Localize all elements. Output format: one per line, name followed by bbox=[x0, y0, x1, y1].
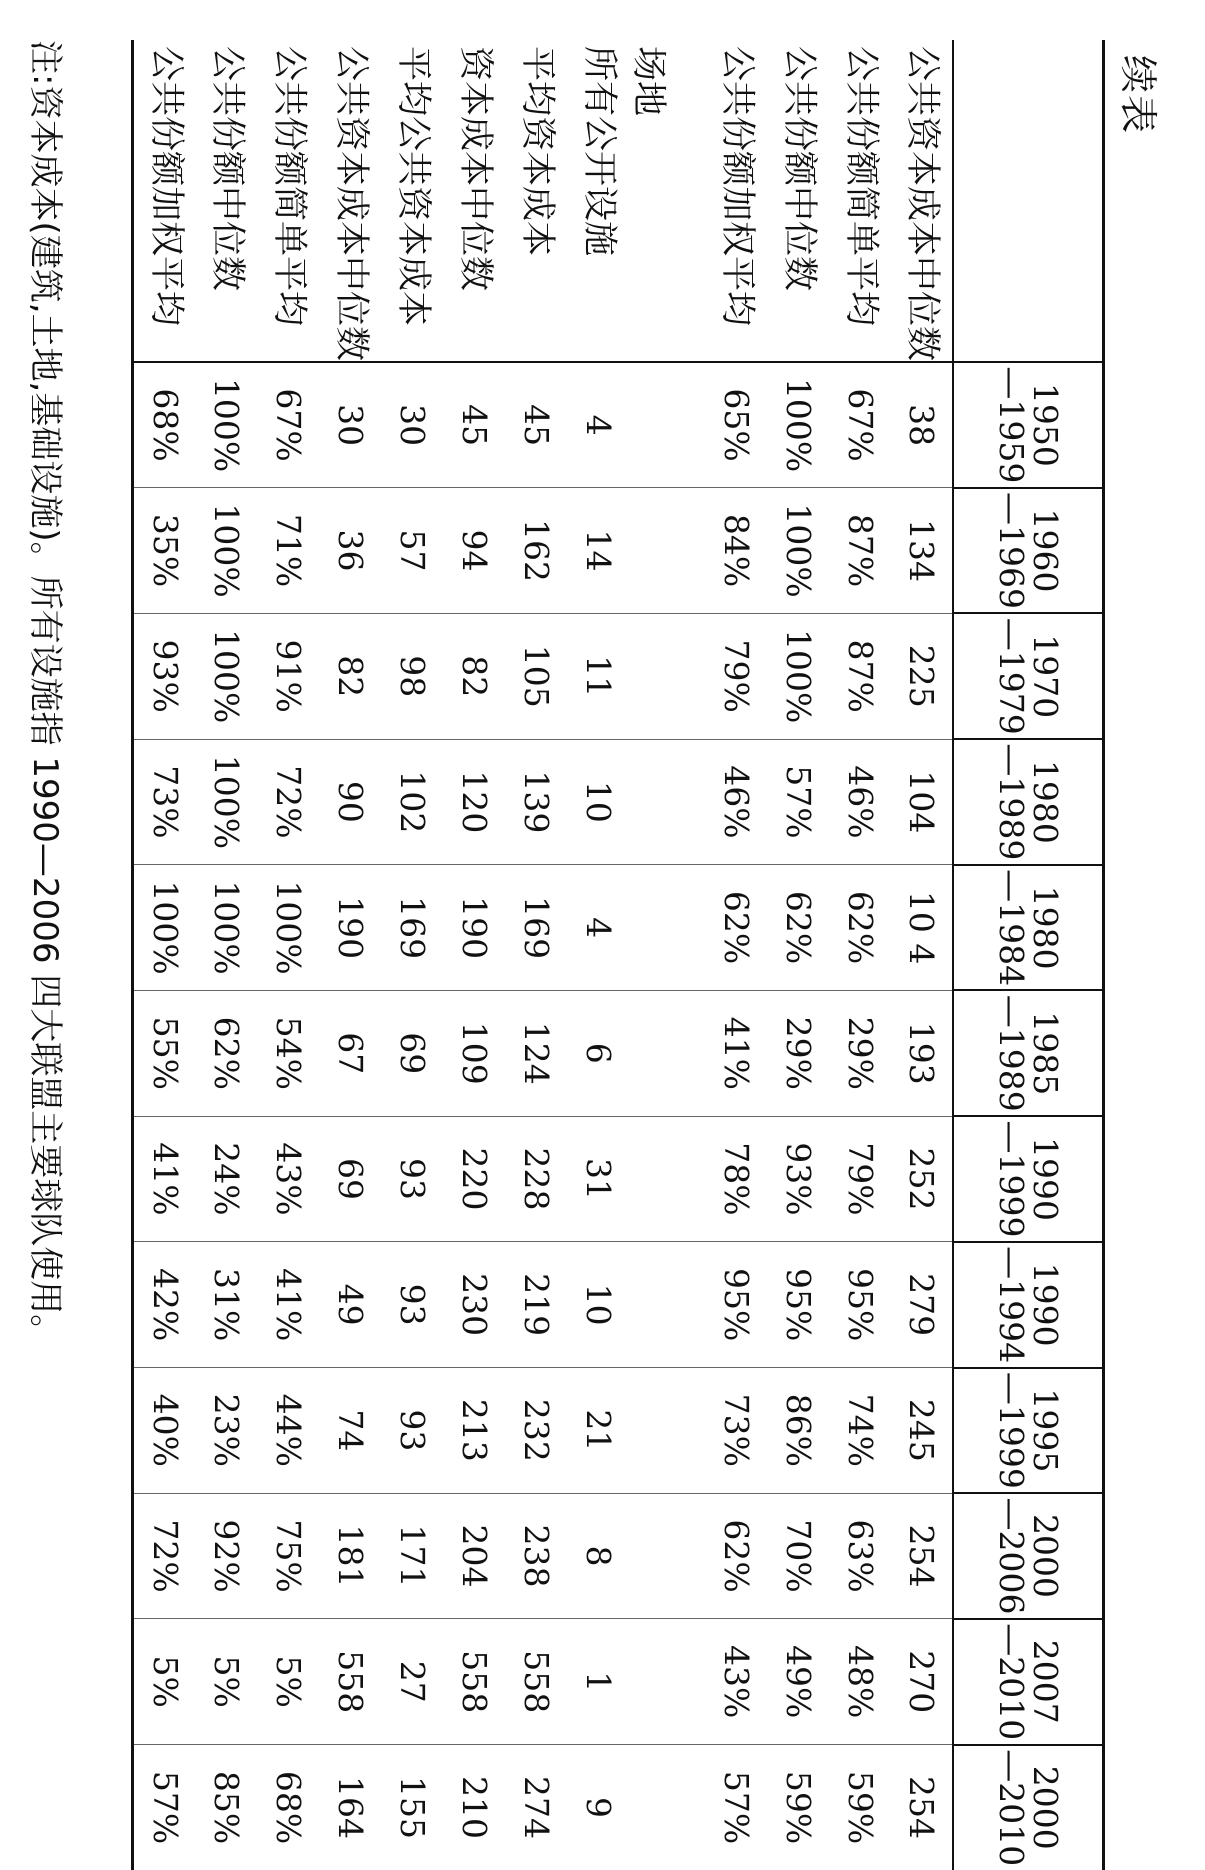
table-cell: 36 bbox=[319, 488, 381, 614]
row-label: 公共资本成本中位数 bbox=[330, 46, 371, 362]
table-cell: 62% bbox=[705, 865, 767, 991]
table-cell: 279 bbox=[891, 1242, 953, 1368]
table-row bbox=[319, 40, 381, 1870]
table-cell: 44% bbox=[257, 1368, 319, 1494]
table-cell bbox=[629, 613, 705, 739]
table-cell: 30 bbox=[381, 362, 443, 488]
table-cell bbox=[629, 990, 705, 1116]
period-end: —2010 bbox=[992, 1623, 1031, 1741]
table-cell: 100% bbox=[195, 362, 257, 488]
row-label: 公共份额简单平均 bbox=[840, 46, 881, 327]
table-cell: 171 bbox=[381, 1493, 443, 1619]
table-cell: 21 bbox=[567, 1368, 629, 1494]
table-cell: 48% bbox=[829, 1619, 891, 1745]
table-cell: 1 bbox=[567, 1619, 629, 1745]
period-header bbox=[953, 1116, 1104, 1242]
table-cell: 164 bbox=[330, 1776, 370, 1840]
table-cell: 95% bbox=[767, 1242, 829, 1368]
table-cell: 155 bbox=[392, 1776, 432, 1840]
period-header bbox=[953, 990, 1104, 1116]
period-start: 1990 bbox=[1025, 1262, 1065, 1347]
table-row bbox=[891, 40, 953, 1870]
table-cell: 87% bbox=[829, 613, 891, 739]
table-cell: 100% bbox=[195, 488, 257, 614]
table-row bbox=[195, 40, 257, 1870]
period-start: 1980 bbox=[1025, 885, 1065, 970]
period-start: 1970 bbox=[1025, 634, 1065, 719]
period-end: —1959 bbox=[992, 366, 1031, 484]
table-cell: 30 bbox=[319, 362, 381, 488]
table-cell: 27 bbox=[381, 1619, 443, 1745]
table-cell: 220 bbox=[443, 1116, 505, 1242]
row-label: 平均公共资本成本 bbox=[392, 46, 433, 327]
period-end: —1989 bbox=[992, 743, 1031, 861]
table-cell bbox=[629, 1745, 705, 1870]
period-start: 1990 bbox=[1025, 1136, 1065, 1221]
table-cell: 82 bbox=[443, 613, 505, 739]
table-cell: 70% bbox=[767, 1493, 829, 1619]
table-cell: 105 bbox=[505, 613, 567, 739]
table-cell: 230 bbox=[443, 1242, 505, 1368]
period-start: 1980 bbox=[1025, 759, 1065, 844]
table-cell: 213 bbox=[443, 1368, 505, 1494]
table-cell: 100% bbox=[767, 488, 829, 614]
table-cell: 169 bbox=[381, 865, 443, 991]
table-cell: 69 bbox=[319, 1116, 381, 1242]
table-cell: 100% bbox=[133, 865, 195, 991]
table-cell: 225 bbox=[891, 613, 953, 739]
table-cell: 5% bbox=[133, 1619, 195, 1745]
table-cell: 4 bbox=[567, 865, 629, 991]
table-cell: 8 bbox=[567, 1493, 629, 1619]
table-cell: 9 bbox=[578, 1797, 618, 1819]
table-cell: 69 bbox=[381, 990, 443, 1116]
table-cell: 62% bbox=[705, 1493, 767, 1619]
period-header bbox=[953, 1619, 1104, 1745]
table-cell bbox=[629, 1368, 705, 1494]
table-cell: 79% bbox=[829, 1116, 891, 1242]
section-label: 场地 bbox=[627, 46, 668, 117]
table-cell: 65% bbox=[705, 362, 767, 488]
table-cell: 72% bbox=[257, 739, 319, 865]
table-cell: 67% bbox=[829, 362, 891, 488]
table-cell: 84% bbox=[705, 488, 767, 614]
period-end: —1984 bbox=[992, 869, 1031, 987]
table-cell: 10 bbox=[567, 739, 629, 865]
table-row bbox=[829, 40, 891, 1870]
table-cell bbox=[629, 1493, 705, 1619]
period-header bbox=[953, 613, 1104, 739]
table-cell: 75% bbox=[257, 1493, 319, 1619]
period-start: 2000 bbox=[1025, 1514, 1065, 1599]
table-cell: 29% bbox=[829, 990, 891, 1116]
table-cell: 228 bbox=[505, 1116, 567, 1242]
table-cell: 46% bbox=[829, 739, 891, 865]
table-cell: 62% bbox=[195, 990, 257, 1116]
table-cell: 95% bbox=[829, 1242, 891, 1368]
table-cell: 100% bbox=[767, 362, 829, 488]
period-header bbox=[953, 865, 1104, 991]
table-body bbox=[133, 40, 953, 1870]
row-label: 公共份额简单平均 bbox=[268, 46, 309, 327]
table-cell: 6 bbox=[567, 990, 629, 1116]
table-cell: 10 4 bbox=[891, 865, 953, 991]
row-label: 资本成本中位数 bbox=[454, 46, 495, 292]
table-cell: 100% bbox=[195, 613, 257, 739]
table-cell: 210 bbox=[454, 1776, 494, 1840]
header-row bbox=[953, 40, 1104, 1870]
period-end: —2010 bbox=[992, 1749, 1031, 1867]
table-cell: 68% bbox=[268, 1770, 308, 1845]
table-cell: 62% bbox=[767, 865, 829, 991]
table-cell: 74 bbox=[319, 1368, 381, 1494]
table-cell: 102 bbox=[381, 739, 443, 865]
table-cell: 254 bbox=[891, 1493, 953, 1619]
period-header bbox=[953, 362, 1104, 488]
table-cell: 57% bbox=[767, 739, 829, 865]
table-cell: 31 bbox=[567, 1116, 629, 1242]
table-cell: 139 bbox=[505, 739, 567, 865]
table-row bbox=[567, 40, 629, 1870]
table-cell: 23% bbox=[195, 1368, 257, 1494]
table-cell: 41% bbox=[257, 1242, 319, 1368]
table-row bbox=[257, 40, 319, 1870]
period-end: —2006 bbox=[992, 1497, 1031, 1615]
period-header bbox=[953, 739, 1104, 865]
table-row bbox=[767, 40, 829, 1870]
table-cell: 82 bbox=[319, 613, 381, 739]
data-table bbox=[132, 40, 1106, 1870]
table-cell: 181 bbox=[319, 1493, 381, 1619]
table-cell: 124 bbox=[505, 990, 567, 1116]
row-label: 公共份额加权平均 bbox=[145, 46, 186, 327]
table-cell: 245 bbox=[891, 1368, 953, 1494]
table-cell: 54% bbox=[257, 990, 319, 1116]
period-start: 1950 bbox=[1025, 382, 1065, 467]
table-cell: 193 bbox=[891, 990, 953, 1116]
table-cell: 55% bbox=[133, 990, 195, 1116]
table-cell: 59% bbox=[778, 1770, 818, 1845]
table-cell: 270 bbox=[891, 1619, 953, 1745]
table-cell: 120 bbox=[443, 739, 505, 865]
table-cell: 100% bbox=[195, 865, 257, 991]
row-label: 所有公开设施 bbox=[578, 46, 619, 257]
table-cell: 190 bbox=[443, 865, 505, 991]
table-cell: 86% bbox=[767, 1368, 829, 1494]
table-cell: 254 bbox=[902, 1776, 942, 1840]
table-cell: 90 bbox=[319, 739, 381, 865]
table-cell: 5% bbox=[257, 1619, 319, 1745]
table-cell: 134 bbox=[891, 488, 953, 614]
table-cell: 24% bbox=[195, 1116, 257, 1242]
table-cell: 93 bbox=[381, 1242, 443, 1368]
table-cell: 29% bbox=[767, 990, 829, 1116]
period-header bbox=[953, 1493, 1104, 1619]
table-cell: 87% bbox=[829, 488, 891, 614]
table-cell: 5% bbox=[195, 1619, 257, 1745]
table-cell: 93% bbox=[133, 613, 195, 739]
period-header bbox=[953, 1745, 1104, 1870]
row-label: 平均资本成本 bbox=[516, 46, 557, 257]
table-cell: 49 bbox=[319, 1242, 381, 1368]
table-row bbox=[133, 40, 195, 1870]
table-cell: 558 bbox=[319, 1619, 381, 1745]
table-cell bbox=[629, 362, 705, 488]
period-header bbox=[953, 1368, 1104, 1494]
table-cell: 46% bbox=[705, 739, 767, 865]
table-cell: 10 bbox=[567, 1242, 629, 1368]
table-cell: 71% bbox=[257, 488, 319, 614]
table-row bbox=[381, 40, 443, 1870]
table-cell: 169 bbox=[505, 865, 567, 991]
table-note: 注:资本成本(建筑,土地,基础设施)。所有设施指 1990—2006 四大联盟主要球队使用。 bbox=[25, 40, 65, 1349]
table-cell: 14 bbox=[567, 488, 629, 614]
table-cell: 35% bbox=[133, 488, 195, 614]
table-cell: 11 bbox=[567, 613, 629, 739]
table-cell bbox=[629, 1242, 705, 1368]
table-cell: 232 bbox=[505, 1368, 567, 1494]
table-cell: 93 bbox=[381, 1116, 443, 1242]
period-start: 1985 bbox=[1025, 1011, 1065, 1096]
table-cell: 93 bbox=[381, 1368, 443, 1494]
table-cell: 45 bbox=[505, 362, 567, 488]
period-end: —1989 bbox=[992, 994, 1031, 1112]
table-cell: 63% bbox=[829, 1493, 891, 1619]
table-cell: 79% bbox=[705, 613, 767, 739]
table-cell: 219 bbox=[505, 1242, 567, 1368]
table-cell: 57 bbox=[381, 488, 443, 614]
period-start: 2007 bbox=[1025, 1639, 1065, 1724]
table-cell bbox=[629, 1619, 705, 1745]
table-cell: 190 bbox=[319, 865, 381, 991]
table-cell: 104 bbox=[891, 739, 953, 865]
table-cell: 45 bbox=[443, 362, 505, 488]
table-cell: 274 bbox=[516, 1776, 556, 1840]
table-cell: 41% bbox=[133, 1116, 195, 1242]
period-start: 1995 bbox=[1025, 1388, 1065, 1473]
period-end: —1999 bbox=[992, 1120, 1031, 1238]
table-cell: 38 bbox=[891, 362, 953, 488]
table-cell: 42% bbox=[133, 1242, 195, 1368]
period-header bbox=[953, 488, 1104, 614]
table-cell: 93% bbox=[767, 1116, 829, 1242]
table-row bbox=[505, 40, 567, 1870]
table-cell: 4 bbox=[567, 362, 629, 488]
row-label: 公共份额中位数 bbox=[778, 46, 819, 292]
table-cell: 57% bbox=[716, 1770, 756, 1845]
table-cell: 43% bbox=[257, 1116, 319, 1242]
period-end: —1969 bbox=[992, 492, 1031, 610]
table-cell: 162 bbox=[505, 488, 567, 614]
row-label: 公共份额加权平均 bbox=[716, 46, 757, 327]
table-row bbox=[443, 40, 505, 1870]
table-cell: 95% bbox=[705, 1242, 767, 1368]
table-cell: 74% bbox=[829, 1368, 891, 1494]
table-cell: 62% bbox=[829, 865, 891, 991]
period-start: 1960 bbox=[1025, 508, 1065, 593]
table-cell: 49% bbox=[767, 1619, 829, 1745]
table-cell: 68% bbox=[133, 362, 195, 488]
table-cell: 73% bbox=[133, 739, 195, 865]
section-row bbox=[629, 40, 705, 1870]
period-end: —1994 bbox=[992, 1246, 1031, 1364]
table-cell: 31% bbox=[195, 1242, 257, 1368]
table-cell: 558 bbox=[443, 1619, 505, 1745]
period-end: —1979 bbox=[992, 617, 1031, 735]
table-row bbox=[705, 40, 767, 1870]
table-cell: 59% bbox=[840, 1770, 880, 1845]
table-cell bbox=[629, 488, 705, 614]
table-cell: 40% bbox=[133, 1368, 195, 1494]
table-cell: 85% bbox=[206, 1770, 246, 1845]
table-cell: 73% bbox=[705, 1368, 767, 1494]
table-cell bbox=[629, 1116, 705, 1242]
row-label: 公共份额中位数 bbox=[206, 46, 247, 292]
row-label: 公共资本成本中位数 bbox=[902, 46, 943, 362]
table-cell: 252 bbox=[891, 1116, 953, 1242]
table-cell: 98 bbox=[381, 613, 443, 739]
table-cell: 94 bbox=[443, 488, 505, 614]
header-corner bbox=[953, 40, 1104, 362]
period-start: 2000 bbox=[1025, 1765, 1065, 1850]
table-cell: 72% bbox=[133, 1493, 195, 1619]
table-cell: 109 bbox=[443, 990, 505, 1116]
table-cell: 204 bbox=[443, 1493, 505, 1619]
table-cell bbox=[629, 739, 705, 865]
continued-table-label: 续表 bbox=[1116, 55, 1160, 136]
table-cell: 41% bbox=[705, 990, 767, 1116]
table-cell bbox=[629, 865, 705, 991]
table-cell: 100% bbox=[767, 613, 829, 739]
period-end: —1999 bbox=[992, 1371, 1031, 1489]
table-cell: 100% bbox=[257, 865, 319, 991]
table-cell: 558 bbox=[505, 1619, 567, 1745]
table-cell: 91% bbox=[257, 613, 319, 739]
table-cell: 78% bbox=[705, 1116, 767, 1242]
table-cell: 67 bbox=[319, 990, 381, 1116]
table-cell: 67% bbox=[257, 362, 319, 488]
period-header bbox=[953, 1242, 1104, 1368]
table-cell: 43% bbox=[705, 1619, 767, 1745]
table-cell: 92% bbox=[195, 1493, 257, 1619]
table-cell: 238 bbox=[505, 1493, 567, 1619]
table-cell: 57% bbox=[145, 1770, 185, 1845]
table-cell: 100% bbox=[195, 739, 257, 865]
